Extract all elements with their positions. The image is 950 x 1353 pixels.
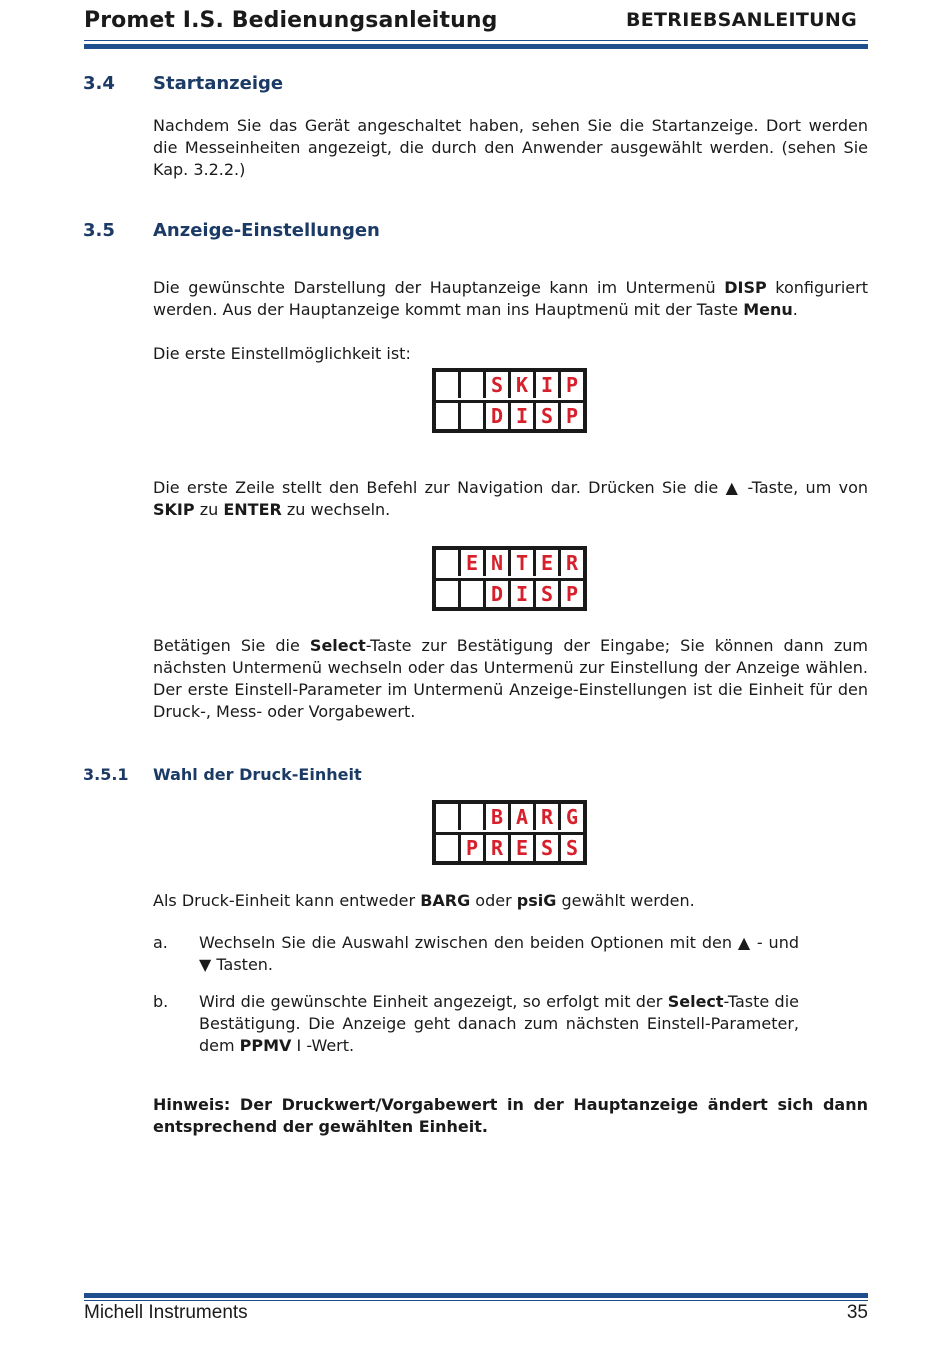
down-arrow-icon: ▼ <box>199 955 212 974</box>
lcd-cell: E <box>533 550 558 576</box>
lcd-row <box>436 400 583 429</box>
subsection-number: 3.5.1 <box>83 765 129 784</box>
lcd-row <box>436 550 583 576</box>
lcd-cell <box>458 581 483 607</box>
lcd-cell: S <box>533 835 558 861</box>
list-item: Wechseln Sie die Auswahl zwischen den beiden Optionen mit den ▲ - und ▼ Tasten. <box>199 933 799 974</box>
lcd-cell <box>458 403 483 429</box>
lcd-cell: R <box>558 550 583 576</box>
paragraph: Die erste Zeile stellt den Befehl zur Navigation dar. Drücken Sie die ▲ -Taste, um von SKIP zu ENTER zu wechseln. <box>153 478 869 519</box>
section-number: 3.4 <box>83 73 115 94</box>
lcd-cell: I <box>508 581 533 607</box>
lcd-cell <box>436 372 458 398</box>
lcd-cell: S <box>483 372 508 398</box>
page-number: 35 <box>846 1302 868 1323</box>
lcd-cell <box>436 550 458 576</box>
lcd-cell: D <box>483 403 508 429</box>
lcd-cell: P <box>558 372 583 398</box>
header-title: Promet I.S. Bedienungsanleitung <box>84 8 498 33</box>
footer-rule-thick <box>84 1293 868 1298</box>
section-title: Anzeige-Einstellungen <box>153 220 380 241</box>
up-arrow-icon: ▲ <box>737 933 751 952</box>
lcd-cell: E <box>458 550 483 576</box>
paragraph: Die gewünschte Darstellung der Hauptanzeige kann im Untermenü DISP konfiguriert werden. Aus der Hauptanzeige kommt man ins Hauptmenü mit der Taste Menu. <box>153 278 869 319</box>
lcd-cell: P <box>558 581 583 607</box>
lcd-cell <box>458 804 483 830</box>
lcd-cell: K <box>508 372 533 398</box>
footer-rule-thin <box>84 1300 868 1301</box>
header-rule-thick <box>84 44 868 49</box>
lcd-cell: I <box>533 372 558 398</box>
lcd-cell: G <box>558 804 583 830</box>
lcd-cell: T <box>508 550 533 576</box>
lcd-display-enter <box>432 546 587 611</box>
lcd-cell: S <box>533 403 558 429</box>
list-item-marker: a. <box>153 933 168 952</box>
section-title: Startanzeige <box>153 73 284 94</box>
lcd-cell: S <box>533 581 558 607</box>
lcd-cell: N <box>483 550 508 576</box>
header-section-label: BETRIEBSANLEITUNG <box>625 9 857 31</box>
lcd-cell <box>458 372 483 398</box>
paragraph: Die erste Einstellmöglichkeit ist: <box>153 344 411 363</box>
paragraph: Nachdem Sie das Gerät angeschaltet haben, sehen Sie die Startanzeige. Dort werden die Messeinheiten angezeigt, die durch den Anwender ausgewählt werden. (sehen Sie Kap. 3.2.2.) <box>153 116 868 179</box>
lcd-cell: S <box>558 835 583 861</box>
list-item: Wird die gewünschte Einheit angezeigt, so erfolgt mit der Select-Taste die Bestätigung. Die Anzeige geht danach zum nächsten Einstell-Parameter, dem PPMV I -Wert. <box>199 992 799 1055</box>
lcd-row <box>436 804 583 830</box>
lcd-row <box>436 832 583 861</box>
lcd-display-barg <box>432 800 587 865</box>
lcd-cell: A <box>508 804 533 830</box>
lcd-cell: R <box>533 804 558 830</box>
lcd-row <box>436 372 583 398</box>
lcd-cell <box>436 403 458 429</box>
up-arrow-icon: ▲ <box>725 478 741 497</box>
lcd-cell: I <box>508 403 533 429</box>
header-rule-thin <box>84 40 868 41</box>
lcd-cell <box>436 835 458 861</box>
lcd-cell <box>436 581 458 607</box>
lcd-row <box>436 578 583 607</box>
paragraph: Als Druck-Einheit kann entweder BARG oder psiG gewählt werden. <box>153 891 695 910</box>
lcd-display-skip <box>432 368 587 433</box>
lcd-cell: P <box>558 403 583 429</box>
lcd-cell: P <box>458 835 483 861</box>
lcd-cell: B <box>483 804 508 830</box>
lcd-cell: D <box>483 581 508 607</box>
list-item-marker: b. <box>153 992 169 1011</box>
section-number: 3.5 <box>83 220 115 241</box>
paragraph: Betätigen Sie die Select-Taste zur Bestätigung der Eingabe; Sie können dann zum nächsten Untermenü wechseln oder das Untermenü zur Einstellung der Anzeige wählen. Der erste Einstell-Parameter im Untermenü Anzeige-Einstellungen ist die Einheit für den Druck-, Mess- oder Vorgabewert. <box>153 636 869 721</box>
lcd-cell: E <box>508 835 533 861</box>
subsection-title: Wahl der Druck-Einheit <box>153 765 362 784</box>
footer-company: Michell Instruments <box>84 1302 248 1323</box>
lcd-cell: R <box>483 835 508 861</box>
note: Hinweis: Der Druckwert/Vorgabewert in der Hauptanzeige ändert sich dann entsprechend der gewählten Einheit. <box>153 1095 868 1136</box>
lcd-cell <box>436 804 458 830</box>
